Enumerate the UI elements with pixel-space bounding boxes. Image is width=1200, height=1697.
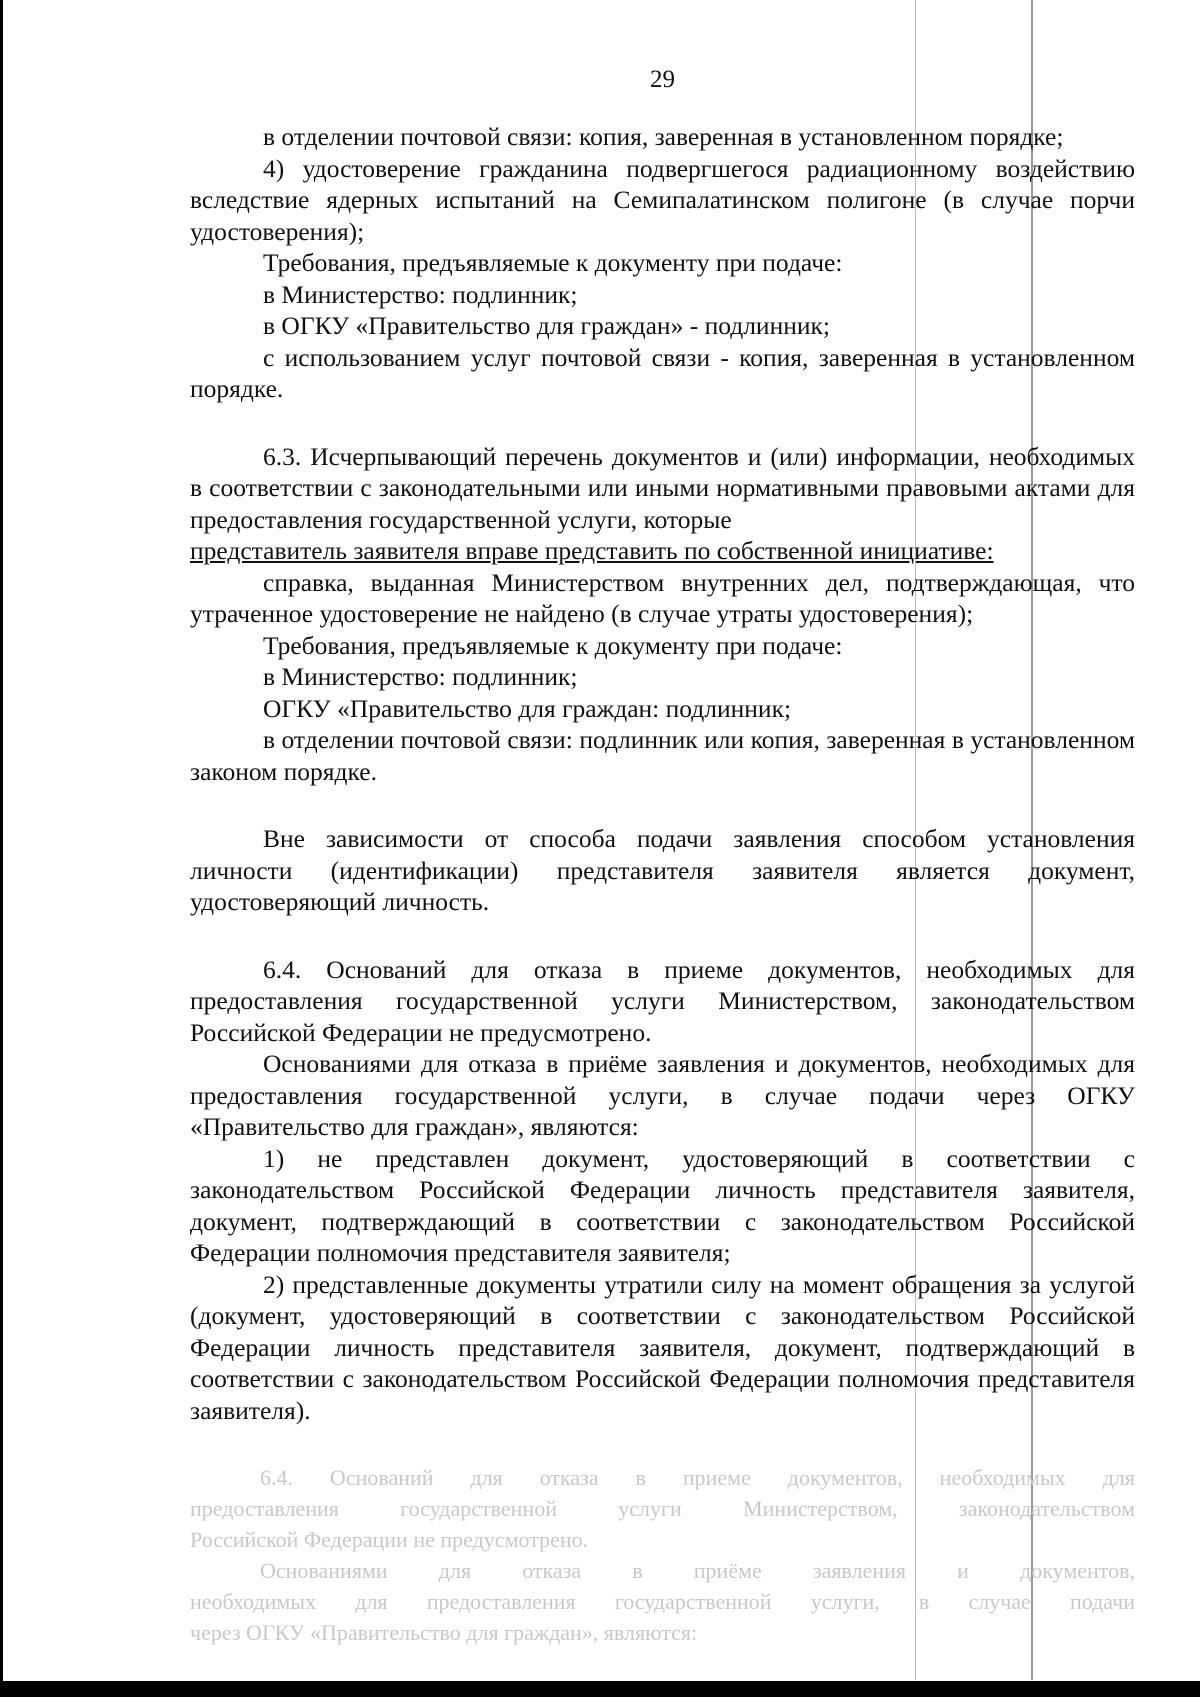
ghost-line: Российской Федерации не предусмотрено. <box>190 1527 589 1552</box>
list-item: 2) представленные документы утратили силу на момент обращения за услугой (документ, удостоверяющий в соответствии с законодательством Российской Федерации личность представителя заявителя, документ, подтверждающий в соответствии с законодательством Российской Федерации полномочия представителя заявителя). <box>190 1269 1135 1425</box>
paragraph: Требования, предъявляемые к документу при подаче: <box>263 248 843 277</box>
ghost-line: Основаниями для отказа в приёме заявления и документов, <box>260 1558 1135 1583</box>
paragraph: в ОГКУ «Правительство для граждан» - подлинник; <box>263 311 830 340</box>
section-heading: 6.3. Исчерпывающий перечень документов и (или) информации, необходимых в соответствии с законодательными или иными нормативными правовыми актами для предоставления государственной услуги, которые <box>190 441 1135 534</box>
spacer <box>190 405 1135 441</box>
list-item: 1) не представлен документ, удостоверяющий в соответствии с законодательством Российской Федерации личность представителя заявителя, документ, подтверждающий в соответствии с законодательством Российской Федерации полномочия представителя заявителя; <box>190 1143 1135 1267</box>
ghost-line: через ОГКУ «Правительство для граждан», являются: <box>190 1620 698 1645</box>
paragraph: в Министерство: подлинник; <box>263 279 578 309</box>
paragraph: с использованием услуг почтовой связи - копия, заверенная в установленном порядке. <box>190 342 1135 403</box>
spacer <box>190 918 1135 954</box>
paragraph: справка, выданная Министерством внутренних дел, подтверждающая, что утраченное удостоверение не найдено (в случае утраты удостоверения); <box>190 567 1135 628</box>
paragraph: в отделении почтовой связи: копия, заверенная в установленном порядке; <box>263 122 1064 151</box>
paragraph: ОГКУ «Правительство для граждан: подлинник; <box>263 693 792 723</box>
bleed-through-text <box>190 1462 1135 1648</box>
ghost-line: предоставления государственной услуги Министерством, законодательством <box>190 1496 1135 1521</box>
scan-border-bottom <box>0 1681 1200 1697</box>
paragraph: Основаниями для отказа в приёме заявления и документов, необходимых для предоставления государственной услуги, в случае подачи через ОГКУ «Правительство для граждан», являются: <box>190 1049 1135 1141</box>
paragraph: 4) удостоверение гражданина подвергшегося радиационному воздействию вследствие ядерных испытаний на Семипалатинском полигоне (в случае порчи удостоверения); <box>190 153 1135 246</box>
paragraph: Вне зависимости от способа подачи заявления способом установления личности (идентификации) представителя заявителя является документ, удостоверяющий личность. <box>190 824 1135 916</box>
spacer <box>190 787 1135 823</box>
document-body <box>190 121 1135 1426</box>
paragraph: Требования, предъявляемые к документу при подаче: <box>263 630 843 660</box>
paragraph: в отделении почтовой связи: подлинник или копия, заверенная в установленном законом порядке. <box>190 725 1135 786</box>
ghost-line: необходимых для предоставления государственной услуги, в случае подачи <box>190 1589 1135 1614</box>
ghost-line: 6.4. Оснований для отказа в приеме документов, необходимых для <box>260 1465 1135 1490</box>
scan-border-left <box>0 0 3 1697</box>
underlined-line: представитель заявителя вправе представить по собственной инициативе: <box>190 536 994 565</box>
paragraph: в Министерство: подлинник; <box>263 662 578 691</box>
section-heading: 6.4. Оснований для отказа в приеме документов, необходимых для предоставления государственной услуги Министерством, законодательством Российской Федерации не предусмотрено. <box>190 954 1135 1047</box>
page-number: 29 <box>650 66 675 93</box>
